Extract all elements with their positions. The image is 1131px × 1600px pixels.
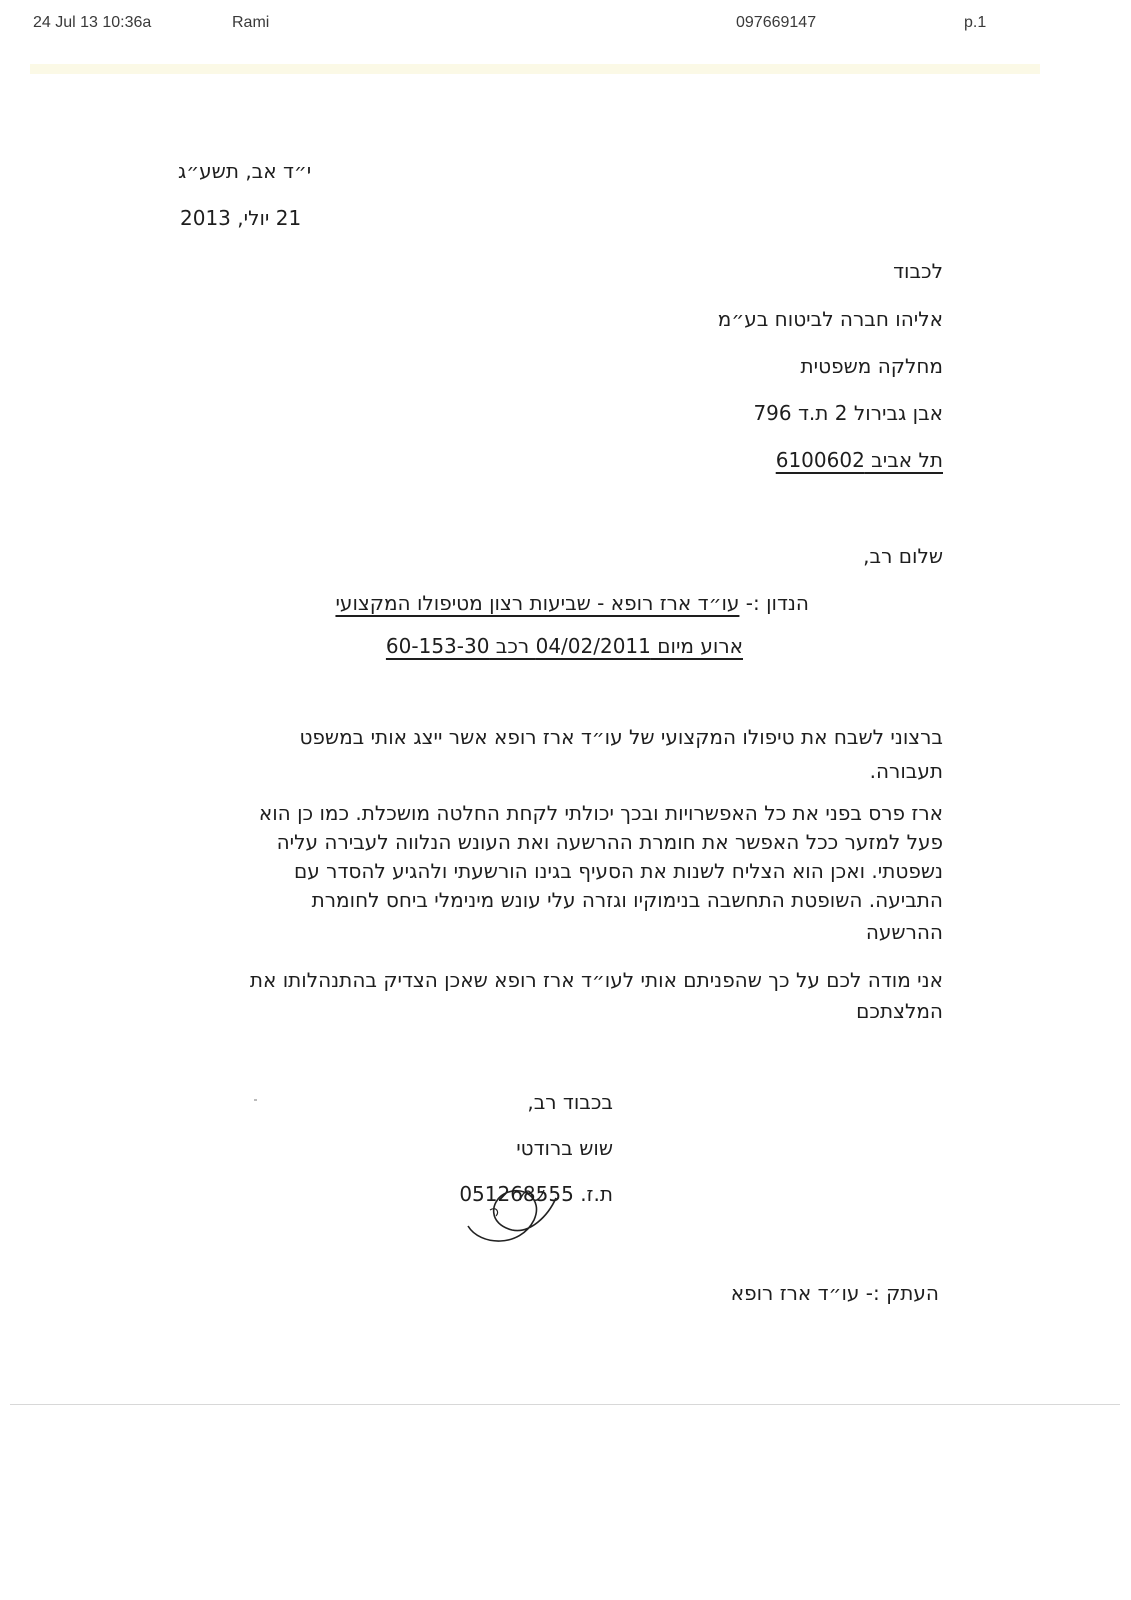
gregorian-date: 21 יולי, 2013 (180, 206, 302, 230)
recipient-city: תל אביב 6100602 (775, 448, 943, 472)
closing: בכבוד רב, (527, 1090, 613, 1114)
id-number: 051268555 (459, 1182, 574, 1206)
paragraph-3-line-1: אני מודה לכם על כך שהפניתם אותי לעו״ד ארז רופא שאכן הצדיק בהתנהלותו את (249, 968, 943, 992)
greeting: שלום רב, (863, 544, 943, 568)
scan-speck (254, 1099, 257, 1101)
recipient-street: אבן גבירול 2 ת.ד 796 (753, 401, 943, 425)
subject-line (335, 590, 809, 616)
id-line (459, 1181, 613, 1207)
signer-name: שוש ברודטי (516, 1136, 613, 1160)
paragraph-2-line-5: ההרשעה (865, 920, 943, 944)
id-label: ת.ז. (580, 1182, 613, 1206)
paragraph-2-line-1: ארז פרס בפני את כל האפשרויות ובכך יכולתי לקחת החלטה מושכלת. כמו כן הוא (258, 801, 943, 825)
recipient-company: אליהו חברה לביטוח בע״מ (717, 307, 943, 331)
fax-number: 097669147 (736, 14, 817, 31)
fax-sender: Rami (232, 14, 270, 31)
recipient-department: מחלקה משפטית (800, 354, 943, 378)
hebrew-date: י״ד אב, תשע״ג (178, 159, 312, 183)
fax-datetime: 24 Jul 13 10:36a (33, 14, 152, 31)
fax-page-number: p.1 (964, 14, 987, 31)
paragraph-3-line-2: המלצתכם (856, 999, 943, 1023)
paragraph-2-line-4: התביעה. השופטת התחשבה בנימוקיו וגזרה עלי עונש מינימלי ביחס לחומרת (311, 888, 943, 912)
paragraph-1-line-2: תעבורה. (869, 759, 943, 783)
recipient-salutation: לכבוד (893, 259, 943, 283)
page-bottom-rule (10, 1404, 1120, 1405)
cc-line: העתק :- עו״ד ארז רופא (730, 1281, 939, 1305)
paragraph-2-line-2: פעל למזער ככל האפשר את חומרת ההרשעה ואת העונש הנלווה לעבירה עליה (276, 830, 943, 854)
subject-title: עו״ד ארז רופא - שביעות רצון מטיפולו המקצועי (335, 591, 740, 615)
fax-header-strip (30, 64, 1040, 74)
paragraph-1-line-1: ברצוני לשבח את טיפולו המקצועי של עו״ד ארז רופא אשר ייצג אותי במשפט (299, 725, 943, 749)
paragraph-2-line-3: נשפטתי. ואכן הוא הצליח לשנות את הסעיף בגינו הורשעתי ולהגיע להסדר עם (294, 859, 943, 883)
subject-event: ארוע מיום 04/02/2011 רכב 60-153-30 (385, 634, 743, 658)
subject-prefix: הנדון :- (745, 591, 809, 615)
